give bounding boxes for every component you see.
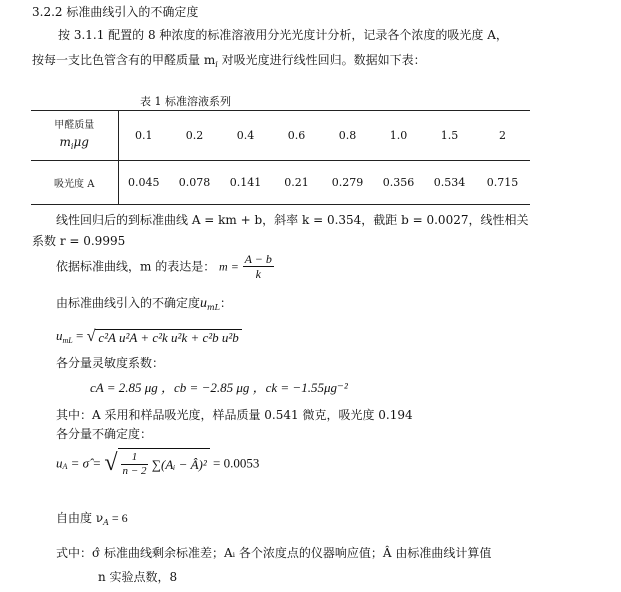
row-label-mass-top: 甲醛质量 <box>54 120 95 131</box>
m-expression-lhs: m = <box>219 259 239 274</box>
intro-line-1: 按 3.1.1 配置的 8 种浓度的标准溶液用分光光度计分析，记录各个浓度的吸光度 A， <box>58 28 508 42</box>
mass-cell: 0.2 <box>185 129 204 142</box>
absorbance-cell: 0.715 <box>486 176 519 189</box>
ua-lhs-sub: A <box>62 462 68 472</box>
ua-sum-expr: ∑(Aᵢ − Â)² <box>151 456 207 472</box>
mass-cell: 0.1 <box>135 129 153 142</box>
absorbance-cell: 0.141 <box>229 176 262 189</box>
table-caption: 表 1 标准溶液系列 <box>140 95 231 108</box>
ua-result: = 0.0053 <box>213 455 260 471</box>
sqrt-radical-icon: √ <box>86 328 96 345</box>
intro-line-2 <box>32 54 426 70</box>
intro-line-2-b: 对吸光度进行线性回归。数据如下表： <box>217 53 426 67</box>
uncertainty-symbol-sub: mL <box>207 303 220 312</box>
uncertainty-intro-text: 由标准曲线引入的不确定度 <box>56 296 201 310</box>
absorbance-cell: 0.21 <box>284 176 309 189</box>
combined-radicand: c²A u²A + c²k u²k + c²b u²b <box>95 329 241 345</box>
ua-fraction <box>121 451 149 478</box>
dof-sub: A <box>103 518 109 527</box>
regression-line-1: 线性回归后的到标准曲线 A = km + b，斜率 k = 0.354，截距 b = 0.0027，线性相关 <box>56 213 529 227</box>
sensitivity-values: cA = 2.85 μg ，cb = −2.85 μg ，ck = −1.55μg⁻² <box>90 380 348 395</box>
m-expression <box>56 252 274 282</box>
mass-cell: 2 <box>499 129 506 142</box>
mass-cell: 1.5 <box>440 129 459 142</box>
mass-cell: 1.0 <box>389 129 408 142</box>
ua-formula <box>56 448 259 478</box>
absorbance-cell: 0.356 <box>382 176 415 189</box>
ua-fraction-den: n − 2 <box>122 465 147 478</box>
ua-fraction-num: 1 <box>121 451 149 465</box>
absorbance-cell: 0.045 <box>128 176 160 189</box>
m-expression-label: 依据标准曲线，m 的表达是： <box>56 259 216 274</box>
degrees-of-freedom <box>56 512 128 528</box>
uncertainty-intro <box>56 296 232 313</box>
ua-radicand <box>118 448 210 478</box>
legend-line-1: 式中：σ̂ 标准曲线剩余标准差；Aᵢ 各个浓度点的仪器响应值；Â 由标准曲线计算值 <box>56 546 492 560</box>
section-heading: 3.2.2 标准曲线引入的不确定度 <box>32 5 199 19</box>
regression-line-2: 系数 r = 0.9995 <box>32 234 126 248</box>
absorbance-cell: 0.279 <box>331 176 364 189</box>
intro-line-2-sub: i <box>215 60 218 69</box>
notes-line-1: 其中：A 采用和样品吸光度，样品质量 0.541 微克，吸光度 0.194 <box>56 408 413 422</box>
absorbance-cell: 0.078 <box>178 176 211 189</box>
intro-line-2-a: 按每一支比色管含有的甲醛质量 m <box>32 53 216 67</box>
combined-eq: = <box>75 327 84 343</box>
table-row-mass <box>31 111 530 161</box>
m-fraction-denominator: k <box>255 267 261 282</box>
uncertainty-symbol: u <box>200 296 208 311</box>
row-label-absorbance: 吸光度 A <box>31 161 118 205</box>
combined-uncertainty-formula <box>56 328 242 346</box>
dof-text: 自由度 ν <box>56 511 104 525</box>
sensitivity-label: 各分量灵敏度系数： <box>56 356 165 370</box>
uncertainty-intro-suffix: ： <box>219 296 232 310</box>
mass-cell: 0.8 <box>338 129 357 142</box>
ua-lhs: u <box>56 455 63 471</box>
ua-eq1: = σ̂ = <box>70 455 102 471</box>
table-row-absorbance <box>31 161 530 205</box>
mass-cell: 0.4 <box>236 129 255 142</box>
row-label-mass <box>31 111 118 161</box>
mass-cell: 0.6 <box>287 129 306 142</box>
dof-value: = 6 <box>108 511 128 525</box>
sqrt-radical-icon: √ <box>104 449 118 476</box>
combined-lhs: u <box>56 327 63 343</box>
absorbance-cell: 0.534 <box>433 176 466 189</box>
m-fraction <box>243 252 274 282</box>
row-label-mass-bottom: $m_i\mu g$ <box>59 135 89 151</box>
legend-line-2: n 实验点数，8 <box>98 570 178 584</box>
combined-lhs-sub: mL <box>62 335 73 345</box>
standard-solution-table <box>31 110 530 205</box>
m-fraction-numerator: A − b <box>244 252 272 266</box>
notes-line-2: 各分量不确定度： <box>56 427 153 441</box>
